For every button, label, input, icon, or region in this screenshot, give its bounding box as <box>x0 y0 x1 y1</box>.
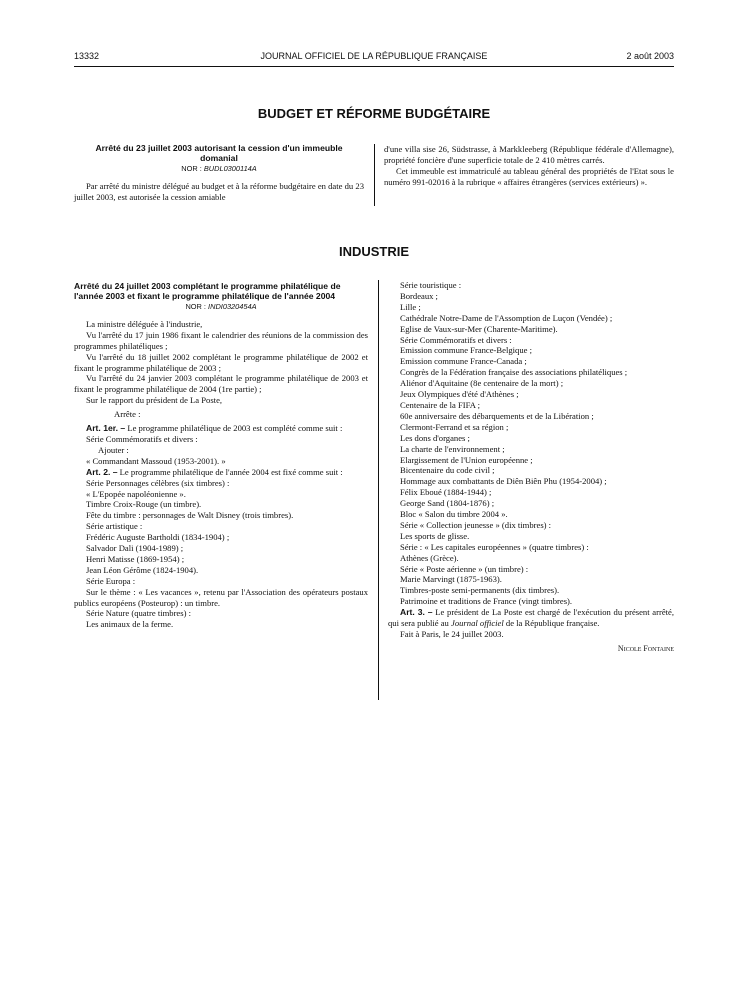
signature: Nicole Fontaine <box>617 643 674 653</box>
text-line: Eglise de Vaux-sur-Mer (Charente-Maritime). <box>400 323 558 334</box>
text-line: Elargissement de l'Union européenne ; <box>400 454 533 465</box>
text-line: Série Personnages célèbres (six timbres) : <box>86 477 230 488</box>
budget-left-column <box>74 144 364 203</box>
text-line: Henri Matisse (1869-1954) ; <box>86 553 185 564</box>
text-line: Bloc « Salon du timbre 2004 ». <box>400 509 508 520</box>
text-line: Fait à Paris, le 24 juillet 2003. <box>400 629 504 639</box>
text-line: Fête du timbre : personnages de Walt Disney (trois timbres). <box>86 510 294 521</box>
article-label: Art. 3. – <box>400 607 433 618</box>
arrete-heading: Arrête : <box>114 409 141 420</box>
text-line: Aliénor d'Aquitaine (8e centenaire de la mort) ; <box>400 378 564 389</box>
budget-nor: NOR : BUDL0300114A <box>181 164 257 173</box>
text-line: Série artistique : <box>86 521 143 532</box>
section-title-budget: BUDGET ET RÉFORME BUDGÉTAIRE <box>257 106 491 121</box>
text-line: Félix Eboué (1884-1944) ; <box>400 487 492 498</box>
text-line: Centenaire de la FIFA ; <box>400 399 481 410</box>
budget-right-column <box>384 144 674 188</box>
text-line: Clermont-Ferrand et sa région ; <box>400 421 509 432</box>
budget-paragraph-right-1: d'une villa sise 26, Südstrasse, à Markkleeberg (République fédérale d'Allemagne), propriété foncière d'une superficie totale de 2 410 mètres carrés. <box>384 144 674 165</box>
text-line: Frédéric Auguste Bartholdi (1834-1904) ; <box>86 532 230 543</box>
text-line: Vu l'arrêté du 18 juillet 2002 complétant le programme philatélique de 2002 et fixant le programme philatélique de 2003 ; <box>74 351 368 373</box>
header-rule <box>74 66 674 67</box>
text-line: Série « Collection jeunesse » (dix timbres) : <box>400 519 552 530</box>
text-line: La charte de l'environnement ; <box>400 443 505 454</box>
industrie-decree-title: Arrêté du 24 juillet 2003 complétant le programme philatélique de l'année 2003 et fixant le programme philatélique de l'année 2004 <box>74 281 341 301</box>
article-paragraph: Art. 3. – Le président de La Poste est chargé de l'exécution du présent arrêté, qui sera publié au Journal officiel de la République française. <box>388 607 674 629</box>
industrie-nor: NOR : INDI0320454A <box>185 302 257 311</box>
text-line: Série touristique : <box>400 280 462 290</box>
text-line: Les animaux de la ferme. <box>86 619 174 630</box>
text-line: Série : « Les capitales européennes » (quatre timbres) : <box>400 541 589 552</box>
budget-nor-value: BUDL0300114A <box>203 164 257 173</box>
text-line: Patrimoine et traditions de France (vingt timbres). <box>400 596 573 607</box>
text-line: Bordeaux ; <box>400 290 438 301</box>
text-line: Série Commémoratifs et divers : <box>400 334 512 345</box>
page-number: 13332 <box>74 51 100 61</box>
industrie-right-column <box>388 280 674 655</box>
text-line: « L'Epopée napoléonienne ». <box>86 488 186 499</box>
text-line: Timbre Croix-Rouge (un timbre). <box>86 499 202 510</box>
text-line: 60e anniversaire des débarquements et de la Libération ; <box>400 410 594 421</box>
industrie-left-body <box>74 319 368 630</box>
text-line: Jean Léon Gérôme (1824-1904). <box>86 564 199 575</box>
text-line: Timbres-poste semi-permanents (dix timbres). <box>400 585 560 596</box>
budget-paragraph-right-2: Cet immeuble est immatriculé au tableau général des propriétés de l'Etat sous le numéro 991-02016 à la rubrique « affaires étrangères (services extérieurs) ». <box>384 165 674 187</box>
text-line: Jeux Olympiques d'été d'Athènes ; <box>400 389 519 400</box>
text-line: Emission commune France-Belgique ; <box>400 345 532 356</box>
publication-date: 2 août 2003 <box>626 51 674 61</box>
text-line: Lille ; <box>400 301 421 312</box>
text-line: Cathédrale Notre-Dame de l'Assomption de Luçon (Vendée) ; <box>400 312 613 323</box>
column-separator <box>374 144 375 206</box>
text-line: Salvador Dali (1904-1989) ; <box>86 543 184 554</box>
text-line: Vu l'arrêté du 24 janvier 2003 complétant le programme philatélique de 2003 et fixant le programme philatélique de 2004 (1re partie) ; <box>74 373 368 395</box>
budget-paragraph-left: Par arrêté du ministre délégué au budget et à la réforme budgétaire en date du 23 juillet 2003, est autorisée la cession amiable <box>74 180 364 202</box>
text-line: Série Nature (quatre timbres) : <box>86 608 191 619</box>
section-title-industrie: INDUSTRIE <box>338 244 410 259</box>
text-line: Les sports de glisse. <box>400 530 470 541</box>
text-line: Série Europa : <box>86 575 136 586</box>
article-paragraph: Art. 2. – Le programme philatélique de l'année 2004 est fixé comme suit : <box>86 466 343 477</box>
text-line: Vu l'arrêté du 17 juin 1986 fixant le calendrier des réunions de la commission des programmes philatéliques ; <box>74 329 368 351</box>
text-line: Les dons d'organes ; <box>400 432 470 443</box>
article-paragraph: Art. 1er. – Le programme philatélique de 2003 est complété comme suit : <box>86 423 343 434</box>
text-line: Bicentenaire du code civil ; <box>400 465 495 476</box>
column-separator-2 <box>378 280 379 700</box>
journal-title: JOURNAL OFFICIEL DE LA RÉPUBLIQUE FRANÇAISE <box>260 51 488 61</box>
text-line: Emission commune France-Canada ; <box>400 356 527 367</box>
ajouter-label: Ajouter : <box>98 444 129 455</box>
text-line: Marie Marvingt (1875-1963). <box>400 574 502 585</box>
text-line: Série Commémoratifs et divers : <box>86 433 198 444</box>
text-line: Athènes (Grèce). <box>400 552 459 563</box>
article-label: Art. 2. – <box>86 466 118 477</box>
text-line: Sur le thème : « Les vacances », retenu par l'Association des opérateurs postaux publics européens (Posteurop) : un timbre. <box>74 586 368 608</box>
text-line: « Commandant Massoud (1953-2001). » <box>86 455 226 466</box>
text-line: La ministre déléguée à l'industrie, <box>86 318 203 329</box>
budget-decree-title: Arrêté du 23 juillet 2003 autorisant la cession d'un immeuble domanial <box>95 143 343 163</box>
text-line: Hommage aux combattants de Diên Biên Phu (1954-2004) ; <box>400 476 607 487</box>
industrie-left-column <box>74 282 368 630</box>
industrie-right-body <box>388 280 674 640</box>
text-line: Sur le rapport du président de La Poste, <box>86 395 223 406</box>
industrie-nor-value: INDI0320454A <box>208 302 257 311</box>
page-header <box>74 51 674 65</box>
article-label: Art. 1er. – <box>86 423 126 434</box>
text-line: George Sand (1804-1876) ; <box>400 498 495 509</box>
text-line: Congrès de la Fédération française des associations philatéliques ; <box>400 367 628 378</box>
text-line: Série « Poste aérienne » (un timbre) : <box>400 563 529 574</box>
